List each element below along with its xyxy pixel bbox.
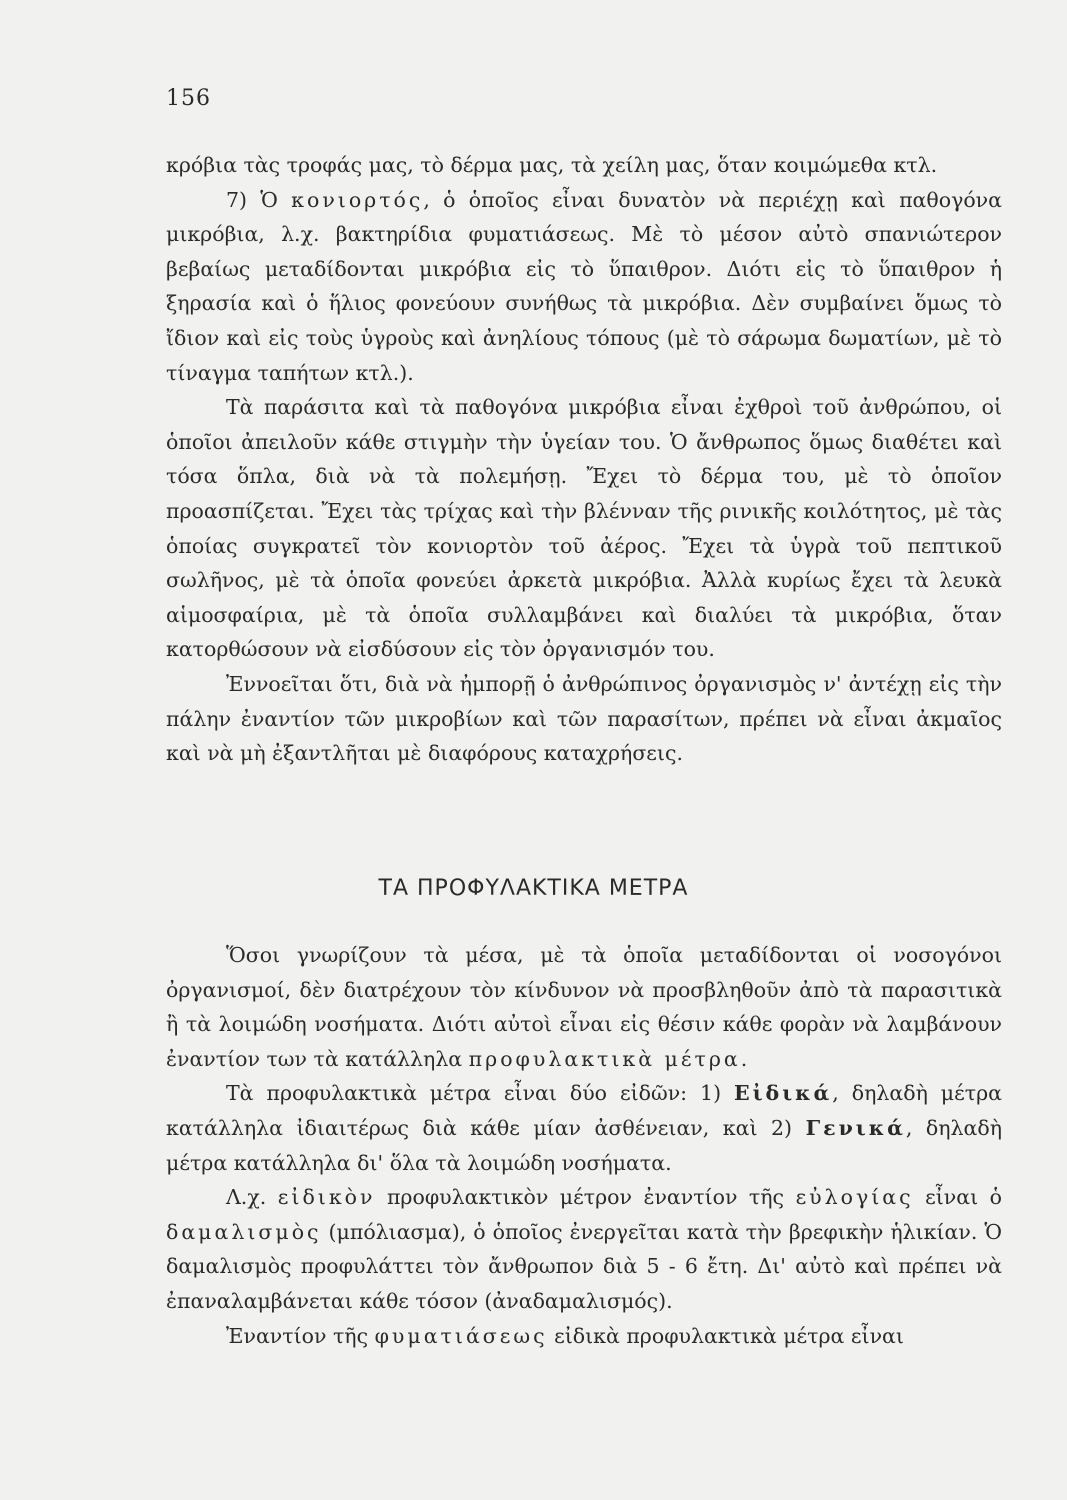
- paragraph: [166, 148, 1002, 183]
- text-run: κρόβια τὰς τροφάς μας, τὸ δέρμα μας, τὰ χείλη μας, ὅταν κοιμώμεθα κτλ.: [166, 153, 938, 177]
- emphasized-text: εἰδικὸν: [277, 1185, 376, 1210]
- emphasized-text: προφυλακτικὰ μέτρα: [468, 1046, 741, 1071]
- text-run: Λ.χ.: [226, 1185, 278, 1210]
- emphasized-text: δαμαλισμὸς: [166, 1219, 322, 1244]
- text-run: Ἐναντίον τῆς: [226, 1323, 375, 1348]
- paragraph: [166, 667, 1002, 771]
- paragraph: [166, 1319, 1002, 1354]
- text-run: προφυλακτικὸν μέτρον ἐναντίον τῆς: [375, 1185, 796, 1210]
- text-run: (μπόλιασμα), ὁ ὁποῖος ἐνεργεῖται κατὰ τὴν βρεφικὴν ἡλικίαν. Ὁ δαμαλισμὸς προφυλάττει τὸν ἄνθρωπον διὰ 5 - 6 ἔτη. Δι' αὐτὸ καὶ πρέπει νὰ ἐπαναλαμβάνεται κάθε τόσον (ἀναδαμαλισμός).: [166, 1219, 1002, 1313]
- main-text-top: [166, 148, 1002, 771]
- text-run: Τὰ παράσιτα καὶ τὰ παθογόνα μικρόβια εἶναι ἐχθροὶ τοῦ ἀνθρώπου, οἱ ὁποῖοι ἀπειλοῦν κάθε στιγμὴν τὴν ὑγείαν του. Ὁ ἄνθρωπος ὅμως διαθέτει καὶ τόσα ὅπλα, διὰ νὰ τὰ πολεμήσῃ. Ἔχει τὸ δέρμα του, μὲ τὸ ὁποῖον προασπίζεται. Ἔχει τὰς τρίχας καὶ τὴν βλένναν τῆς ρινικῆς κοιλότητος, μὲ τὰς ὁποίας συγκρατεῖ τὸν κονιορτὸν τοῦ ἀέρος. Ἔχει τὰ ὑγρὰ τοῦ πεπτικοῦ σωλῆνος, μὲ τὰ ὁποῖα φονεύει ἀρκετὰ μικρόβια. Ἀλλὰ κυρίως ἔχει τὰ λευκὰ αἱμοσφαίρια, μὲ τὰ ὁποῖα συλλαμβάνει καὶ διαλύει τὰ μικρόβια, ὅταν κατορθώσουν νὰ εἰσδύσουν εἰς τὸν ὀργανισμόν του.: [166, 395, 1002, 662]
- text-run: Ὅσοι γνωρίζουν τὰ μέσα, μὲ τὰ ὁποῖα μεταδίδονται οἱ νοσογόνοι ὀργανισμοί, δὲν διατρέχουν τὸν κίνδυνον νὰ προσβληθοῦν ἀπὸ τὰ παρασιτικὰ ἢ τὰ λοιμώδη νοσήματα. Διότι αὐτοὶ εἶναι εἰς θέσιν κάθε φορὰν νὰ λαμβάνουν ἐναντίον των τὰ κατάλληλα: [166, 943, 1002, 1071]
- emphasized-text: φυματιάσεως: [374, 1323, 548, 1348]
- text-run: Τὰ προφυλακτικὰ μέτρα εἶναι δύο εἰδῶν: 1): [226, 1081, 735, 1106]
- text-run: εἰδικὰ προφυλακτικὰ μέτρα εἶναι: [547, 1323, 904, 1348]
- paragraph: [166, 938, 1002, 1076]
- text-run: εἶναι ὁ: [913, 1185, 1002, 1210]
- text-run: , δηλαδὴ μέτρα κατάλληλα ἰδιαιτέρως διὰ κάθε μίαν ἀσθένειαν, καὶ 2): [166, 1081, 1002, 1140]
- paragraph: [166, 183, 1002, 391]
- emphasized-text: Εἰδικά: [734, 1081, 833, 1106]
- text-run: , δηλαδὴ μέτρα κατάλληλα δι' ὅλα τὰ λοιμώδη νοσήματα.: [166, 1115, 1002, 1175]
- main-text-bottom: [166, 938, 1002, 1353]
- text-run: Ἐννοεῖται ὅτι, διὰ νὰ ἠμπορῇ ὁ ἀνθρώπινος ὀργανισμὸς ν' ἀντέχῃ εἰς τὴν πάλην ἐναντίον τῶν μικροβίων καὶ τῶν παρασίτων, πρέπει νὰ εἶναι ἀκμαῖος καὶ νὰ μὴ ἐξαντλῆται μὲ διαφόρους καταχρήσεις.: [166, 671, 1002, 766]
- page-number: 156: [166, 86, 211, 111]
- emphasized-text: εὐλογίας: [795, 1185, 914, 1210]
- emphasized-text: Γενικά: [805, 1115, 906, 1140]
- emphasized-text: κονιορτός: [291, 187, 424, 212]
- paragraph: [166, 1180, 1002, 1318]
- paragraph: [166, 390, 1002, 667]
- text-run: .: [740, 1046, 748, 1071]
- text-run: 7) Ὁ: [226, 187, 292, 212]
- paragraph: [166, 1076, 1002, 1180]
- text-run: , ὁ ὁποῖος εἶναι δυνατὸν νὰ περιέχῃ καὶ παθογόνα μικρόβια, λ.χ. βακτηρίδια φυματιάσεως. Μὲ τὸ μέσον αὐτὸ σπανιώτερον βεβαίως μεταδίδονται μικρόβια εἰς τὸ ὕπαιθρον. Διότι εἰς τὸ ὕπαιθρον ἡ ξηρασία καὶ ὁ ἥλιος φονεύουν συνήθως τὰ μικρόβια. Δὲν συμβαίνει ὅμως τὸ ἴδιον καὶ εἰς τοὺς ὑγροὺς καὶ ἀνηλίους τόπους (μὲ τὸ σάρωμα δωματίων, μὲ τὸ τίναγμα ταπήτων κτλ.).: [166, 187, 1002, 385]
- section-heading: ΤΑ ΠΡΟΦΥΛΑΚΤΙΚΑ ΜΕΤΡΑ: [378, 876, 689, 901]
